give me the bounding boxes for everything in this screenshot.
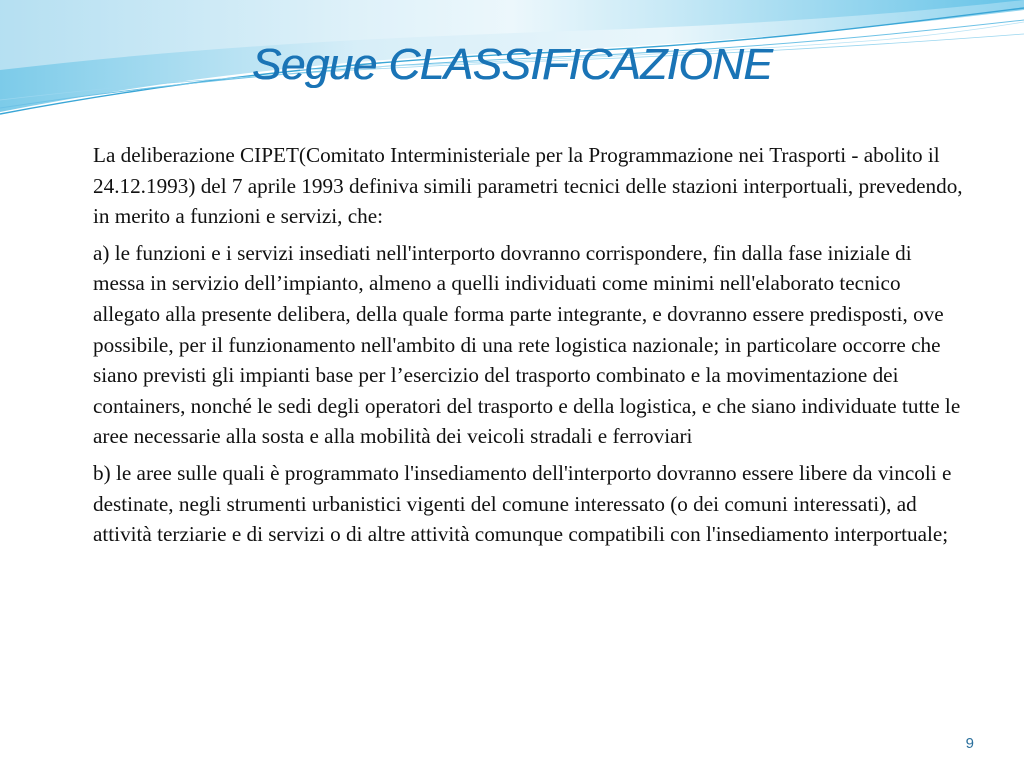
slide-title: Segue CLASSIFICAZIONE	[251, 40, 773, 89]
page-number: 9	[965, 735, 974, 752]
paragraph-point-b: b) le aree sulle quali è programmato l'insediamento dell'interporto dovranno essere libere da vincoli e destinate, negli strumenti urbanistici vigenti del comune interessato (o dei comuni interessati), ad attività terziarie e di servizi o di altre attività comunque compatibili con l'insediamento interportuale;	[93, 460, 952, 547]
paragraph-point-a: a) le funzioni e i servizi insediati nell'interporto dovranno corrispondere, fin dalla fase iniziale di messa in servizio dell’impianto, almeno a quelli individuati come minimi nell'elaborato tecnico allegato alla presente delibera, della quale forma parte integrante, e dovranno essere predisposti, ove possibile, per il funzionamento nell'ambito di una rete logistica nazionale; in particolare occorre che siano previsti gli impianti base per l’esercizio del trasporto combinato e la movimentazione dei containers, nonché le sedi degli operatori del trasporto e della logistica, e che siano individuate tutte le aree necessarie alla sosta e alla mobilità dei veicoli stradali e ferroviari	[93, 240, 961, 449]
slide-body	[93, 140, 968, 556]
paragraph-intro: La deliberazione CIPET(Comitato Interministeriale per la Programmazione nei Trasporti - abolito il 24.12.1993) del 7 aprile 1993 definiva simili parametri tecnici delle stazioni interportuali, prevedendo, in merito a funzioni e servizi, che:	[93, 143, 963, 229]
